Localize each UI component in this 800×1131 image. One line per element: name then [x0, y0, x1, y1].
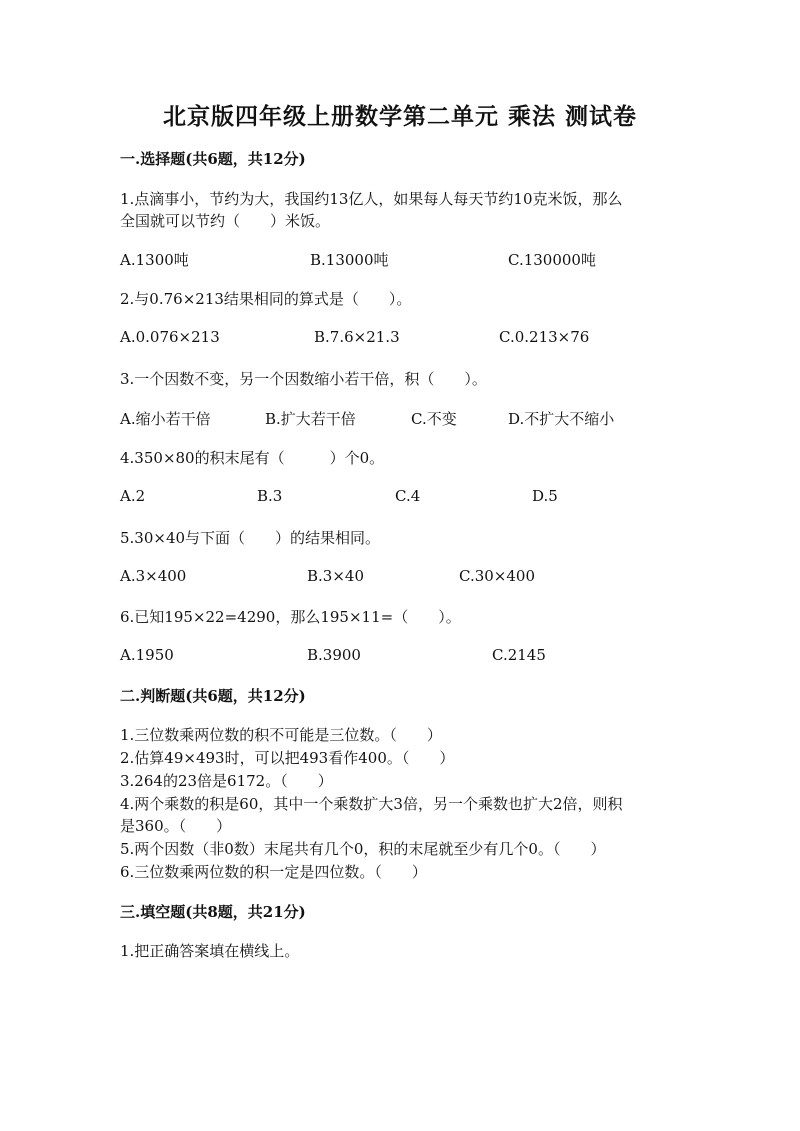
option-3c: C.不变 — [411, 410, 457, 428]
option-4c: C.4 — [395, 487, 421, 505]
question-3: 3.一个因数不变，另一个因数缩小若干倍，积（ ）。 — [120, 370, 487, 388]
section-heading-fill: 三.填空题(共8题，共21分) — [120, 903, 306, 921]
option-3a: A.缩小若干倍 — [120, 410, 211, 428]
question-1-line-1: 1.点滴事小，节约为大，我国约13亿人，如果每人每天节约10克米饭，那么 — [120, 190, 623, 208]
question-2: 2.与0.76×213结果相同的算式是（ ）。 — [120, 290, 412, 308]
section-heading-judgement: 二.判断题(共6题，共12分) — [120, 687, 306, 705]
option-2a: A.0.076×213 — [120, 328, 220, 346]
option-2c: C.0.213×76 — [499, 328, 590, 346]
option-6c: C.2145 — [492, 646, 546, 664]
judgement-line-2: 2.估算49×493时，可以把493看作400。（ ） — [120, 749, 455, 767]
judgement-line-1: 1.三位数乘两位数的积不可能是三位数。（ ） — [120, 726, 442, 744]
judgement-line-3: 3.264的23倍是6172。（ ） — [120, 772, 333, 790]
option-6b: B.3900 — [307, 646, 361, 664]
question-6: 6.已知195×22=4290，那么195×11=（ ）。 — [120, 608, 461, 626]
judgement-line-7: 6.三位数乘两位数的积一定是四位数。（ ） — [120, 863, 427, 881]
option-4d: D.5 — [532, 487, 558, 505]
option-1c: C.130000吨 — [508, 251, 596, 269]
option-4b: B.3 — [257, 487, 283, 505]
option-5c: C.30×400 — [459, 567, 535, 585]
section-heading-choice: 一.选择题(共6题，共12分) — [120, 150, 306, 168]
fill-line-1: 1.把正确答案填在横线上。 — [120, 942, 300, 960]
option-5b: B.3×40 — [307, 567, 364, 585]
option-1b: B.13000吨 — [310, 251, 389, 269]
option-3d: D.不扩大不缩小 — [508, 410, 615, 428]
option-4a: A.2 — [120, 487, 146, 505]
option-5a: A.3×400 — [120, 567, 187, 585]
option-1a: A.1300吨 — [120, 251, 189, 269]
page-title: 北京版四年级上册数学第二单元 乘法 测试卷 — [162, 103, 637, 130]
question-4: 4.350×80的积末尾有（ ）个0。 — [120, 449, 385, 467]
judgement-line-6: 5.两个因数（非0数）末尾共有几个0，积的末尾就至少有几个0。（ ） — [120, 840, 606, 858]
option-2b: B.7.6×21.3 — [314, 328, 400, 346]
option-6a: A.1950 — [120, 646, 174, 664]
question-1-line-2: 全国就可以节约（ ）米饭。 — [120, 212, 331, 230]
question-5: 5.30×40与下面（ ）的结果相同。 — [120, 529, 381, 547]
judgement-line-4: 4.两个乘数的积是60，其中一个乘数扩大3倍，另一个乘数也扩大2倍，则积 — [120, 795, 623, 813]
judgement-line-5: 是360。（ ） — [120, 817, 232, 835]
option-3b: B.扩大若干倍 — [265, 410, 356, 428]
